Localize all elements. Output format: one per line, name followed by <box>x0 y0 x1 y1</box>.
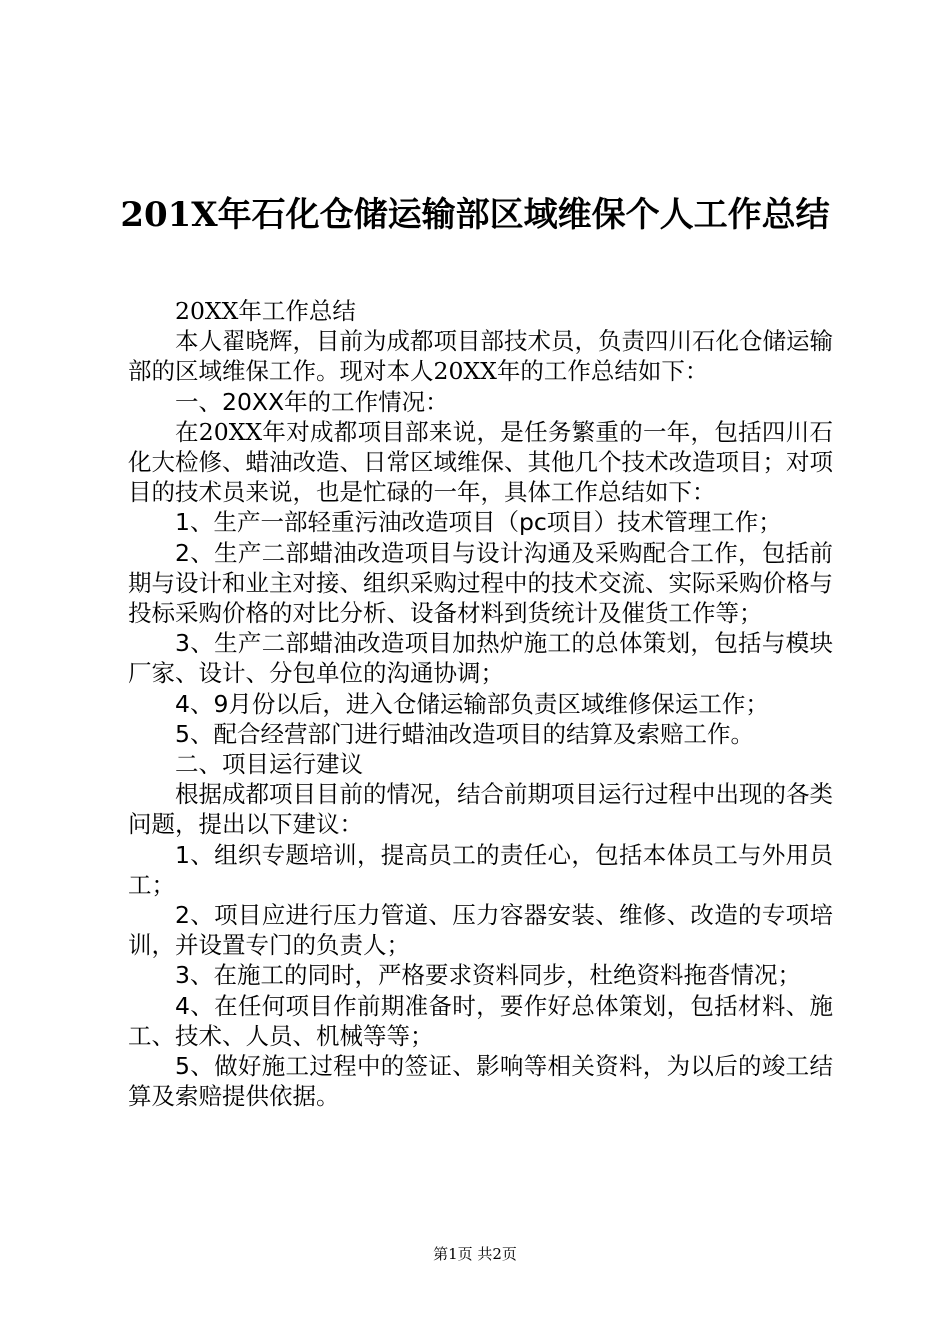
list-item-suggestion-2: 2、项目应进行压力管道、压力容器安装、维修、改造的专项培训，并设置专门的负责人； <box>128 901 833 960</box>
paragraph-work-overview: 在20XX年对成都项目部来说，是任务繁重的一年，包括四川石化大检修、蜡油改造、日常区域维保、其他几个技术改造项目；对项目的技术员来说，也是忙碌的一年，具体工作总结如下： <box>128 417 833 507</box>
list-item-work-2: 2、生产二部蜡油改造项目与设计沟通及采购配合工作，包括前期与设计和业主对接、组织采购过程中的技术交流、实际采购价格与投标采购价格的对比分析、设备材料到货统计及催货工作等； <box>128 538 833 628</box>
paragraph-suggestions-intro: 根据成都项目目前的情况，结合前期项目运行过程中出现的各类问题，提出以下建议： <box>128 780 833 839</box>
page-footer: 第1页 共2页 <box>433 1245 517 1263</box>
document-body <box>128 296 833 1111</box>
list-item-work-4: 4、9月份以后，进入仓储运输部负责区域维修保运工作； <box>175 689 769 718</box>
section-heading-work: 一、20XX年的工作情况： <box>175 387 449 416</box>
list-item-suggestion-1: 1、组织专题培训，提高员工的责任心，包括本体员工与外用员工； <box>128 840 833 899</box>
list-item-work-5: 5、配合经营部门进行蜡油改造项目的结算及索赔工作。 <box>175 719 754 748</box>
section-heading-suggestions: 二、项目运行建议 <box>175 750 363 779</box>
list-item-suggestion-5: 5、做好施工过程中的签证、影响等相关资料，为以后的竣工结算及索赔提供依据。 <box>128 1052 833 1111</box>
paragraph-summary-heading: 20XX年工作总结 <box>175 297 356 325</box>
paragraph-intro: 本人翟晓辉，目前为成都项目部技术员，负责四川石化仓储运输部的区域维保工作。现对本人20XX年的工作总结如下： <box>128 327 833 386</box>
document-title: 201X年石化仓储运输部区域维保个人工作总结 <box>120 195 830 235</box>
list-item-suggestion-4: 4、在任何项目作前期准备时，要作好总体策划，包括材料、施工、技术、人员、机械等等； <box>128 991 833 1050</box>
list-item-work-3: 3、生产二部蜡油改造项目加热炉施工的总体策划，包括与模块厂家、设计、分包单位的沟通协调； <box>128 629 833 688</box>
list-item-work-1: 1、生产一部轻重污油改造项目（pc项目）技术管理工作； <box>175 508 782 537</box>
list-item-suggestion-3: 3、在施工的同时，严格要求资料同步，杜绝资料拖沓情况； <box>175 961 801 990</box>
